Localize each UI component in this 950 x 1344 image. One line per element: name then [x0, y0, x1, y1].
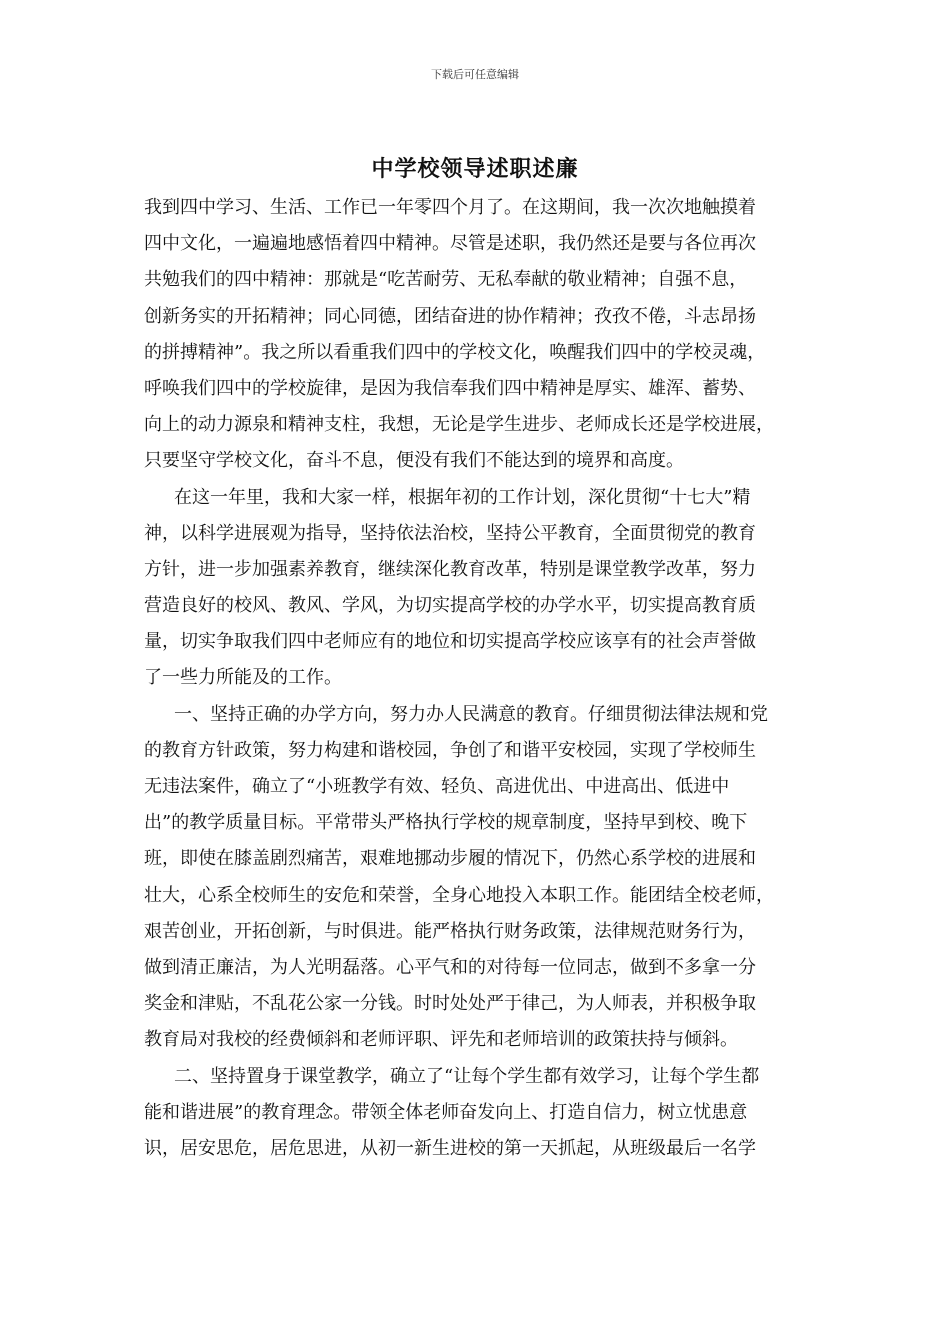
- text-line: 四中文化，一遍遍地感悟着四中精神。尽管是述职，我仍然还是要与各位再次: [144, 233, 756, 255]
- text-line: 的教育方针政策，努力构建和谐校园，争创了和谐平安校园，实现了学校师生: [144, 739, 756, 761]
- text-line: 神，以科学进展观为指导，坚持依法治校，坚持公平教育，全面贯彻党的教育: [144, 522, 756, 544]
- text-line: 量，切实争取我们四中老师应有的地位和切实提高学校应该享有的社会声誉做: [144, 631, 756, 653]
- text-line: 的拼搏精神”。我之所以看重我们四中的学校文化，唤醒我们四中的学校灵魂，: [144, 341, 766, 363]
- header-note: 下载后可任意编辑: [431, 68, 519, 81]
- text-line: 出”的教学质量目标。平常带头严格执行学校的规章制度，坚持早到校、晚下: [144, 812, 748, 834]
- text-line: 二、坚持置身于课堂教学，确立了“让每个学生都有效学习，让每个学生都: [174, 1065, 760, 1087]
- text-line: 在这一年里，我和大家一样，根据年初的工作计划，深化贯彻“十七大”精: [174, 486, 751, 508]
- text-line: 班，即使在膝盖剧烈痛苦，艰难地挪动步履的情况下，仍然心系学校的进展和: [144, 848, 756, 870]
- text-line: 一、坚持正确的办学方向，努力办人民满意的教育。仔细贯彻法律法规和党: [174, 703, 768, 725]
- text-line: 无违法案件，确立了“小班教学有效、轻负、高进优出、中进高出、低进中: [144, 776, 730, 797]
- text-line: 奖金和津贴，不乱花公家一分钱。时时处处严于律己，为人师表，并积极争取: [144, 993, 756, 1015]
- text-line: 共勉我们的四中精神：那就是“吃苦耐劳、无私奉献的敬业精神；自强不息，: [144, 269, 748, 291]
- text-line: 艰苦创业，开拓创新，与时俱进。能严格执行财务政策，法律规范财务行为，: [144, 920, 756, 942]
- text-line: 营造良好的校风、教风、学风，为切实提高学校的办学水平，切实提高教育质: [144, 595, 756, 617]
- text-line: 创新务实的开拓精神；同心同德，团结奋进的协作精神；孜孜不倦，斗志昂扬: [144, 305, 756, 327]
- document-body: [144, 190, 829, 1167]
- text-line: 做到清正廉洁，为人光明磊落。心平气和的对待每一位同志，做到不多拿一分: [144, 956, 756, 978]
- text-line: 能和谐进展”的教育理念。带领全体老师奋发向上、打造自信力，树立忧患意: [144, 1101, 748, 1123]
- text-line: 向上的动力源泉和精神支柱，我想，无论是学生进步、老师成长还是学校进展，: [144, 414, 774, 436]
- text-line: 呼唤我们四中的学校旋律，是因为我信奉我们四中精神是厚实、雄浑、蓄势、: [144, 377, 756, 399]
- text-line: 我到四中学习、生活、工作已一年零四个月了。在这期间，我一次次地触摸着: [144, 197, 756, 218]
- text-line: 了一些力所能及的工作。: [144, 667, 342, 689]
- text-line: 教育局对我校的经费倾斜和老师评职、评先和老师培训的政策扶持与倾斜。: [144, 1029, 738, 1051]
- text-line: 识，居安思危，居危思进，从初一新生进校的第一天抓起，从班级最后一名学: [144, 1137, 756, 1159]
- text-line: 只要坚守学校文化，奋斗不息，便没有我们不能达到的境界和高度。: [144, 450, 684, 472]
- text-line: 方针，进一步加强素养教育，继续深化教育改革，特别是课堂教学改革，努力: [144, 558, 756, 580]
- text-line: 壮大，心系全校师生的安危和荣誉，全身心地投入本职工作。能团结全校老师，: [144, 884, 774, 906]
- document-title: 中学校领导述职述廉: [371, 156, 579, 182]
